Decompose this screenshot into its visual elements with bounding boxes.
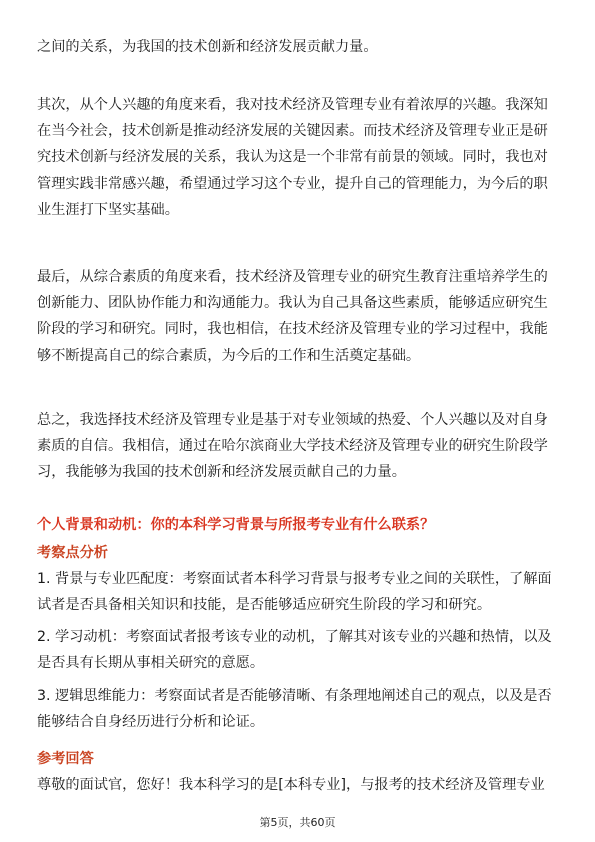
text-line: 是否具有长期从事相关研究的意愿。	[37, 655, 265, 672]
text-line: 能够结合自身经历进行分析和论证。	[37, 714, 265, 731]
paragraph-intro-continuation	[37, 34, 561, 60]
text-line: 管理实践非常感兴趣，希望通过学习这个专业，提升自己的管理能力，为今后的职	[37, 175, 548, 192]
question-title	[37, 512, 561, 538]
text-line: 最后，从综合素质的角度来看，技术经济及管理专业的研究生教育注重培养学生的	[37, 269, 548, 285]
question-title-text: 个人背景和动机：你的本科学习背景与所报考专业有什么联系？	[37, 517, 435, 533]
analysis-heading	[37, 540, 561, 566]
paragraph-personal-interest	[37, 92, 561, 223]
text-line: 之间的关系，为我国的技术创新和经济发展贡献力量。	[37, 39, 378, 55]
analysis-point-2	[37, 624, 561, 676]
paragraph-conclusion	[37, 407, 561, 486]
text-line: 够不断提高自己的综合素质，为今后的工作和生活奠定基础。	[37, 347, 421, 364]
answer-heading	[37, 746, 561, 772]
text-line: 习，我能够为我国的技术创新和经济发展贡献自己的力量。	[37, 464, 406, 481]
text-line: 试者是否具备相关知识和技能，是否能够适应研究生阶段的学习和研究。	[37, 597, 492, 614]
text-line: 总之，我选择技术经济及管理专业是基于对专业领域的热爱、个人兴趣以及对自身	[37, 412, 548, 428]
page-number-label: 第5页，共60页	[259, 816, 336, 829]
text-line: 尊敬的面试官，您好！我本科学习的是[本科专业]，与报考的技术经济及管理专业	[37, 777, 545, 793]
page-footer	[0, 814, 595, 830]
text-line: 1. 背景与专业匹配度：考察面试者本科学习背景与报考专业之间的关联性，了解面	[37, 571, 552, 587]
text-line: 业生涯打下坚实基础。	[37, 201, 179, 218]
analysis-point-3	[37, 683, 561, 735]
text-line: 创新能力、团队协作能力和沟通能力。我认为自己具备这些素质，能够适应研究生	[37, 295, 548, 312]
paragraph-comprehensive-quality	[37, 264, 561, 369]
answer-paragraph	[37, 772, 561, 798]
text-line: 3. 逻辑思维能力：考察面试者是否能够清晰、有条理地阐述自己的观点，以及是否	[37, 688, 552, 704]
analysis-point-1	[37, 566, 561, 618]
text-line: 其次，从个人兴趣的角度来看，我对技术经济及管理专业有着浓厚的兴趣。我深知	[37, 97, 548, 113]
text-line: 素质的自信。我相信，通过在哈尔滨商业大学技术经济及管理专业的研究生阶段学	[37, 438, 548, 455]
text-line: 究技术创新与经济发展的关系，我认为这是一个非常有前景的领域。同时，我也对	[37, 149, 548, 166]
text-line: 2. 学习动机：考察面试者报考该专业的动机，了解其对该专业的兴趣和热情，以及	[37, 629, 552, 645]
answer-heading-text: 参考回答	[37, 751, 94, 767]
analysis-heading-text: 考察点分析	[37, 545, 108, 561]
text-line: 在当今社会，技术创新是推动经济发展的关键因素。而技术经济及管理专业正是研	[37, 123, 548, 140]
text-line: 阶段的学习和研究。同时，我也相信，在技术经济及管理专业的学习过程中，我能	[37, 321, 548, 338]
